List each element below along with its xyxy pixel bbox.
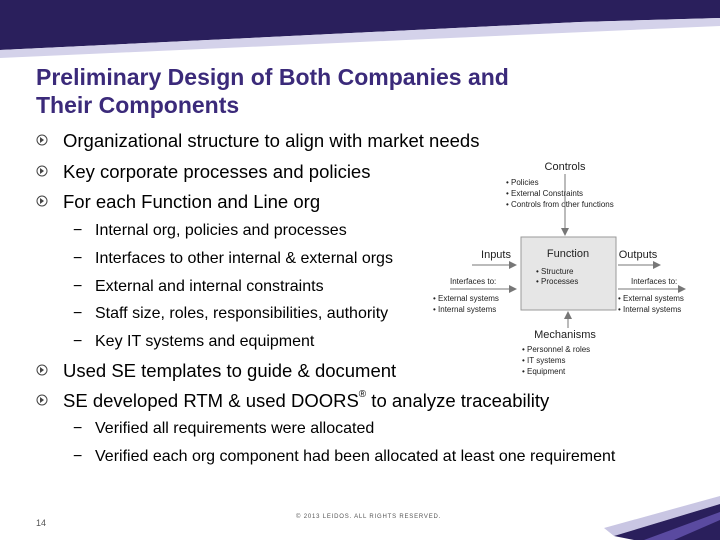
interfaces-right-label: Interfaces to: [631, 277, 678, 286]
top-banner [0, 0, 720, 58]
bullet-arrow-icon [36, 195, 48, 207]
dash-icon: − [73, 420, 83, 437]
controls-item: • External Constraints [506, 189, 584, 198]
title-line-2: Their Components [36, 92, 240, 118]
dash-icon: − [73, 333, 83, 350]
dash-icon: − [73, 250, 83, 267]
interfaces-left-label: Interfaces to: [450, 277, 497, 286]
sub-bullet-text: Internal org, policies and processes [95, 222, 347, 239]
corner-decoration [604, 490, 720, 540]
bullet-text [63, 390, 549, 412]
mechanisms-title: Mechanisms [534, 329, 596, 341]
bullet-text-part: SE developed RTM & used DOORS [63, 390, 359, 411]
registered-mark: ® [358, 389, 367, 400]
bullet-text: Key corporate processes and policies [63, 161, 371, 182]
sub-bullet-text: Key IT systems and equipment [95, 333, 315, 350]
dash-icon: − [73, 222, 83, 239]
controls-title: Controls [544, 161, 586, 173]
page-number: 14 [36, 518, 47, 528]
bullet-arrow-icon [36, 394, 48, 406]
sub-bullet-text: External and internal constraints [95, 278, 324, 295]
interfaces-right-item: • External systems [618, 294, 684, 303]
dash-icon: − [73, 305, 83, 322]
bullet-arrow-icon [36, 134, 48, 146]
inputs-label: Inputs [481, 249, 511, 261]
outputs-label: Outputs [618, 249, 658, 261]
copyright-text: © 2013 LEIDOS. ALL RIGHTS RESERVED. [296, 514, 442, 520]
bullet-text-part: to analyze traceability [366, 390, 550, 411]
bullet-text: For each Function and Line org [63, 191, 321, 212]
sub-bullet-text: Verified each org component had been allocated at least one requirement [95, 448, 616, 465]
function-item: • Processes [536, 277, 579, 286]
bullet-arrow-icon [36, 364, 48, 376]
function-title: Function [546, 248, 590, 260]
controls-item: • Policies [506, 178, 539, 187]
controls-item: • Controls from other functions [506, 200, 614, 209]
interfaces-right-item: • Internal systems [618, 305, 682, 314]
mechanisms-item: • IT systems [522, 356, 566, 365]
sub-bullet-text: Verified all requirements were allocated [95, 420, 375, 437]
sub-bullet-text: Interfaces to other internal & external orgs [95, 250, 393, 267]
title-line-1: Preliminary Design of Both Companies and [36, 64, 509, 90]
slide-title [36, 63, 676, 119]
bullet-arrow-icon [36, 165, 48, 177]
mechanisms-item: • Personnel & roles [522, 345, 591, 354]
interfaces-left-item: • Internal systems [433, 305, 497, 314]
interfaces-left-item: • External systems [433, 294, 499, 303]
function-diagram [430, 158, 700, 383]
bullet-text: Organizational structure to align with market needs [63, 130, 480, 151]
mechanisms-item: • Equipment [522, 367, 566, 376]
function-item: • Structure [536, 267, 574, 276]
bullet-text: Used SE templates to guide & document [63, 360, 397, 381]
sub-bullet-text: Staff size, roles, responsibilities, authority [95, 305, 389, 322]
dash-icon: − [73, 448, 83, 465]
dash-icon: − [73, 278, 83, 295]
